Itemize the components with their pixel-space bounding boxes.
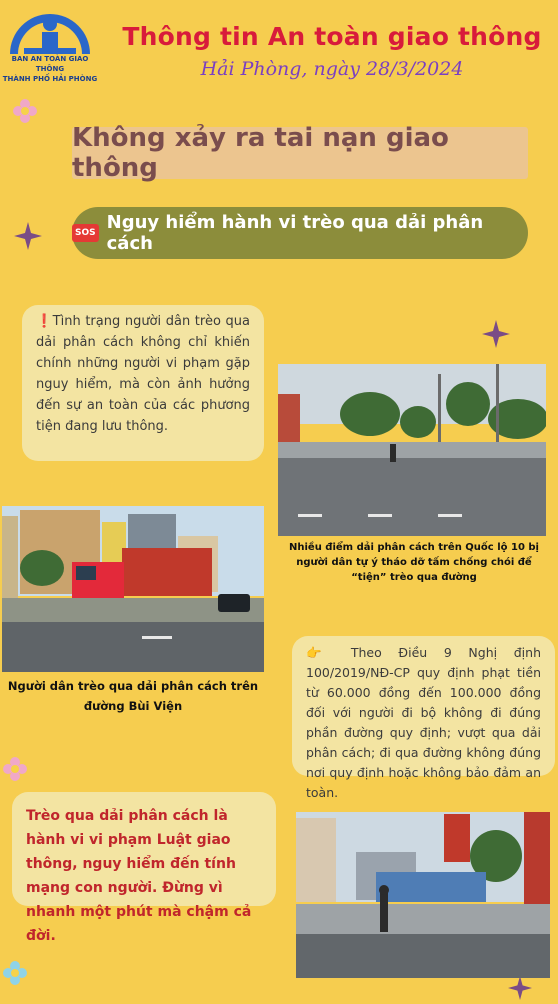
sos-icon: SOS xyxy=(72,224,99,242)
photo-2-caption: Người dân trèo qua dải phân cách trên đường Bùi Viện xyxy=(7,679,259,713)
paragraph-3: Trèo qua dải phân cách là hành vi vi phạm Luật giao thông, nguy hiểm đến tính mạng con người. Đừng vì nhanh một phút mà chậm cả đời. xyxy=(26,808,252,944)
date-line: Hải Phòng, ngày 28/3/2024 xyxy=(200,58,464,80)
warning-banner xyxy=(72,207,528,259)
headline-banner xyxy=(72,123,528,183)
flower-icon xyxy=(2,960,28,990)
photo-1-caption: Nhiều điểm dải phân cách trên Quốc lộ 10 bị người dân tự ý tháo dỡ tấm chống chói để “tiện” trèo qua đường xyxy=(289,542,539,583)
paragraph-1: ❗Tình trạng người dân trèo qua dải phân cách không chỉ khiến chính những người vi phạm gặp nguy hiểm, mà còn ảnh hưởng đến sự an toàn của các phương tiện đang lưu thông. xyxy=(36,314,250,434)
photo-bui-vien-road xyxy=(2,506,264,672)
logo-line1: BAN AN TOÀN GIAO THÔNG xyxy=(11,55,89,73)
warning-text: Nguy hiểm hành vi trèo qua dải phân cách xyxy=(106,212,484,254)
headline-text: Không xảy ra tai nạn giao thông xyxy=(72,123,449,183)
photo-highway-divider xyxy=(278,364,546,536)
info-card-3 xyxy=(12,792,276,944)
info-card-2 xyxy=(292,636,555,800)
sparkle-icon xyxy=(482,320,510,352)
flower-icon xyxy=(12,98,38,128)
info-card-1 xyxy=(22,305,264,461)
flower-icon xyxy=(2,756,28,786)
photo-person-crossing xyxy=(296,812,550,978)
logo-line2: THÀNH PHỐ HẢI PHÒNG xyxy=(2,75,98,83)
paragraph-2: 👉 Theo Điều 9 Nghị định 100/2019/NĐ-CP quy định phạt tiền từ 60.000 đồng đến 100.000 đồng đối với người đi bộ không đi đúng phần đường quy định; vượt qua dải phân cách; đi qua đường không đúng nơi quy định hoặc không bảo đảm an toàn. xyxy=(306,645,541,800)
sparkle-icon xyxy=(14,222,42,254)
page-title: Thông tin An toàn giao thông xyxy=(122,22,542,51)
logo-text xyxy=(0,54,100,84)
